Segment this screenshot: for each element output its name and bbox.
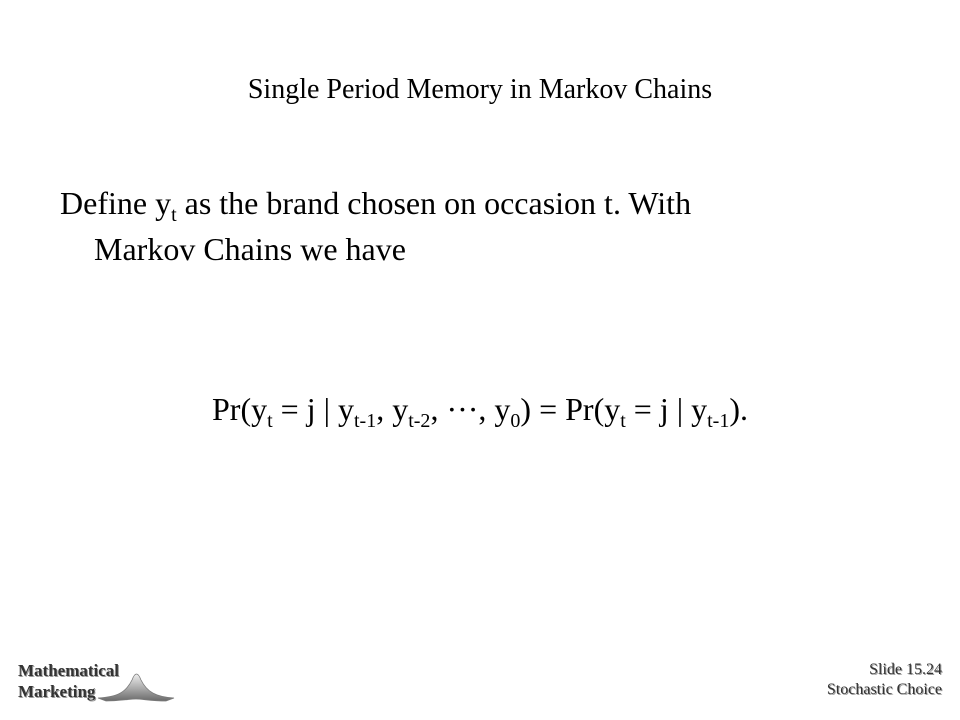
equation-sub-3: t-2	[408, 410, 431, 432]
definition-text	[60, 180, 880, 272]
equation-text-1: Pr(y	[211, 391, 268, 427]
equation-sub-6: t-1	[707, 410, 730, 432]
markov-equation	[0, 386, 960, 432]
slide-number: Slide 15.24	[869, 661, 942, 678]
equation-text-4: , ···, y	[430, 391, 511, 427]
footer-slide-info	[827, 660, 942, 700]
equation-text-2: = j | y	[272, 391, 354, 427]
slide-title: Single Period Memory in Markov Chains	[247, 74, 713, 105]
definition-line2: Markov Chains we have	[94, 231, 406, 267]
logo-line1: Mathematical	[18, 661, 120, 680]
equation-sub-1: t	[267, 410, 273, 432]
equation-sub-2: t-1	[354, 410, 377, 432]
footer-logo	[18, 660, 188, 710]
equation-text-7: ).	[729, 391, 748, 427]
equation-sub-4: 0	[510, 410, 521, 432]
definition-subscript-t: t	[171, 204, 177, 226]
logo-line2: Marketing	[18, 682, 96, 701]
equation-text-3: , y	[376, 391, 409, 427]
equation-sub-5: t	[620, 410, 626, 432]
equation-text-6: = j | y	[625, 391, 708, 427]
equation-text-5: ) = Pr(y	[520, 391, 621, 427]
section-name: Stochastic Choice	[826, 681, 942, 698]
definition-part1: Define y	[60, 185, 172, 221]
definition-part2: as the brand chosen on occasion t. With	[176, 185, 692, 221]
peak-curve-logo-icon	[96, 666, 176, 706]
